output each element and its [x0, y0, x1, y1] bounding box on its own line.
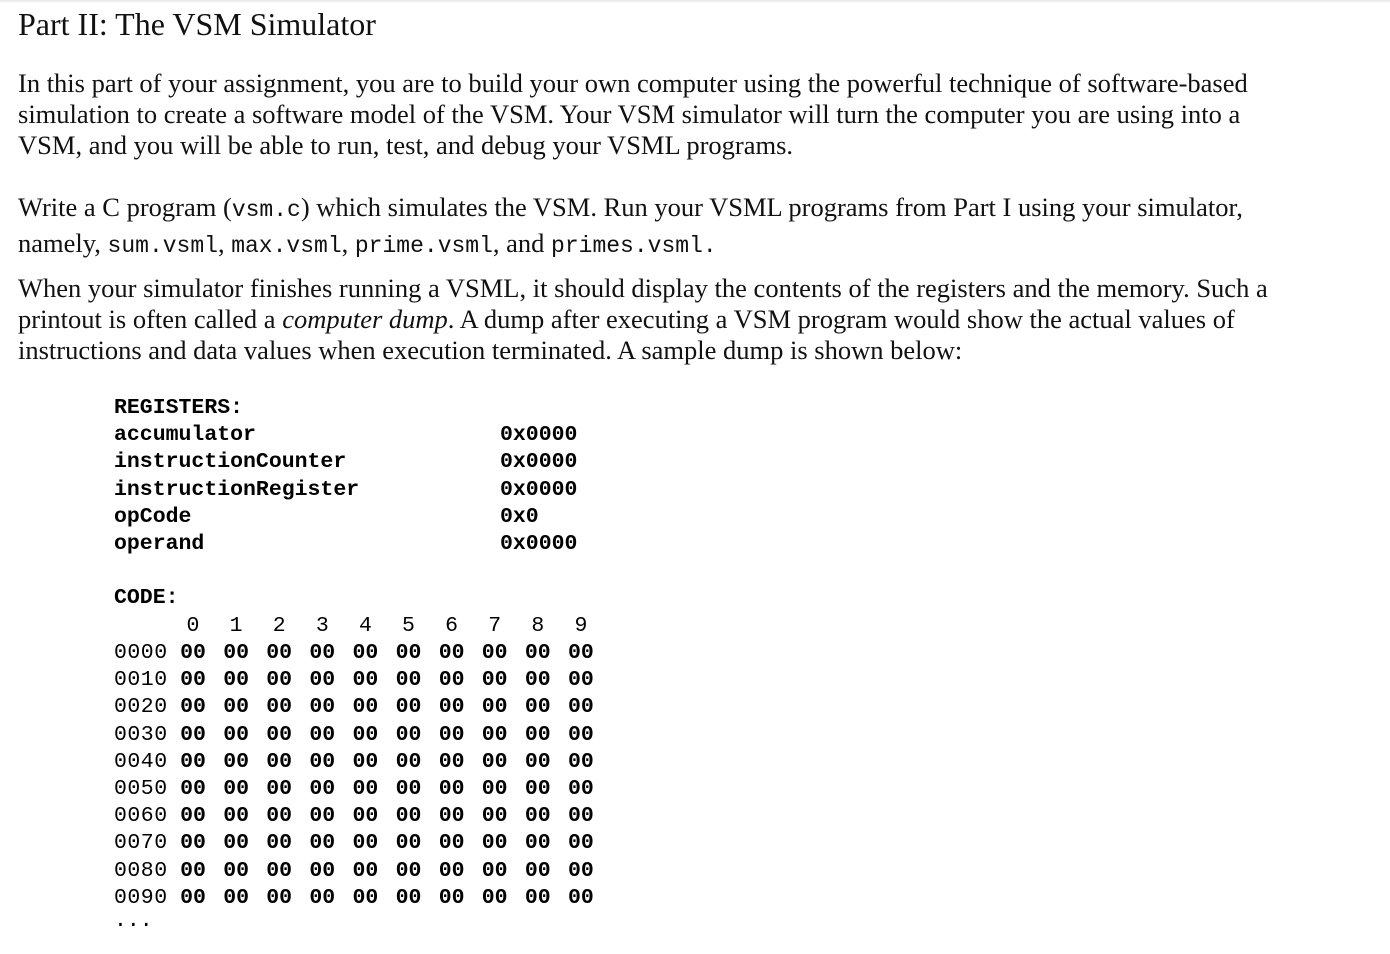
memory-cell: 00 [524, 749, 551, 774]
memory-cell: 00 [567, 858, 594, 883]
memory-cell: 00 [180, 695, 206, 720]
memory-cell: 00 [567, 641, 594, 665]
memory-cell: 00 [481, 804, 508, 829]
memory-cell: 00 [481, 777, 508, 801]
memory-cell: 00 [395, 641, 422, 665]
memory-cell: 00 [266, 749, 293, 774]
column-index: 9 [574, 614, 588, 638]
memory-cell: 00 [395, 668, 422, 693]
register-value: 0x0000 [500, 532, 578, 557]
memory-cell: 00 [481, 641, 508, 665]
program-file-primes: primes.vsml [551, 233, 703, 259]
memory-address: 0040 [114, 749, 168, 774]
memory-address: 0080 [114, 858, 168, 883]
memory-cell: 00 [567, 777, 594, 801]
column-index: 8 [531, 614, 545, 638]
sentence-end: . [702, 233, 717, 259]
memory-row [114, 885, 634, 912]
register-value: 0x0 [500, 504, 539, 529]
memory-cell: 00 [223, 668, 249, 693]
dump-text: . A dump after executing a VSM program would show the actual values of [447, 304, 1235, 334]
memory-cell: 00 [438, 695, 465, 720]
column-index: 6 [445, 614, 459, 638]
memory-cell: 00 [180, 749, 206, 774]
memory-cell: 00 [309, 777, 336, 801]
column-index: 2 [272, 614, 286, 638]
memory-cell: 00 [266, 858, 293, 883]
column-index: 3 [315, 614, 329, 638]
memory-cell: 00 [309, 722, 336, 747]
memory-address: 0050 [114, 777, 168, 801]
memory-cell: 00 [352, 695, 379, 720]
memory-cell: 00 [438, 722, 465, 747]
memory-cell: 00 [223, 804, 249, 829]
memory-cell: 00 [524, 858, 551, 883]
memory-cell: 00 [266, 885, 293, 910]
task-text: ) which simulates the VSM. Run your VSML programs from Part I using your simulator, [300, 192, 1243, 222]
code-label: CODE: [114, 586, 179, 610]
memory-address: 0070 [114, 831, 168, 856]
memory-cell: 00 [180, 885, 206, 910]
register-row [114, 531, 634, 558]
dump-line-3: instructions and data values when execution terminated. A sample dump is shown below: [18, 335, 963, 365]
memory-cell: 00 [524, 885, 551, 910]
memory-cell: 00 [481, 831, 508, 856]
memory-cell: 00 [438, 804, 465, 829]
memory-cell: 00 [395, 831, 422, 856]
memory-cell: 00 [395, 885, 422, 910]
registers-label: REGISTERS: [114, 396, 244, 420]
column-index: 1 [229, 614, 243, 638]
memory-cell: 00 [481, 749, 508, 774]
register-name: instructionCounter [114, 450, 347, 475]
memory-cell: 00 [524, 777, 551, 801]
memory-row [114, 776, 634, 803]
memory-cell: 00 [524, 695, 551, 720]
memory-cell: 00 [395, 858, 422, 883]
intro-line: VSM, and you will be able to run, test, and debug your VSML programs. [18, 130, 794, 160]
register-name: instructionRegister [114, 477, 360, 502]
register-row [114, 504, 634, 531]
dump-line-2 [18, 304, 1378, 335]
memory-cell: 00 [266, 668, 293, 693]
task-line-2 [18, 228, 1378, 262]
memory-row [114, 640, 634, 667]
memory-cell: 00 [352, 885, 379, 910]
memory-cell: 00 [180, 858, 206, 883]
memory-cell: 00 [481, 668, 508, 693]
memory-cell: 00 [309, 858, 336, 883]
memory-cell: 00 [481, 695, 508, 720]
task-text: Write a C program ( [18, 192, 232, 222]
separator: , [341, 228, 355, 258]
memory-cell: 00 [352, 722, 379, 747]
program-file-prime: prime.vsml [354, 233, 493, 259]
memory-cell: 00 [395, 695, 422, 720]
memory-cell: 00 [223, 885, 249, 910]
memory-cell: 00 [395, 804, 422, 829]
memory-cell: 00 [266, 804, 293, 829]
memory-address: 0030 [114, 722, 168, 747]
memory-cell: 00 [395, 749, 422, 774]
memory-cell: 00 [524, 722, 551, 747]
memory-cell: 00 [223, 641, 249, 665]
memory-cell: 00 [180, 804, 206, 829]
memory-cell: 00 [567, 885, 594, 910]
memory-cell: 00 [352, 641, 379, 665]
register-name: operand [114, 532, 205, 557]
program-file-sum: sum.vsml [107, 233, 218, 259]
computer-dump-term: computer dump [282, 304, 448, 334]
intro-line: In this part of your assignment, you are to build your own computer using the powerful technique of software-based [18, 68, 1248, 98]
memory-cell: 00 [395, 722, 422, 747]
dump-line-1: When your simulator finishes running a VSML, it should display the contents of the registers and the memory. Such a [18, 273, 1268, 303]
memory-cell: 00 [223, 749, 249, 774]
memory-address: 0000 [114, 641, 168, 665]
memory-cell: 00 [223, 695, 249, 720]
memory-row [114, 667, 634, 694]
dump-text: printout is often called a [18, 304, 283, 334]
memory-cell: 00 [438, 777, 465, 801]
memory-cell: 00 [524, 831, 551, 856]
register-row [114, 422, 634, 449]
memory-cell: 00 [438, 641, 465, 665]
memory-cell: 00 [352, 831, 379, 856]
column-index: 5 [402, 614, 415, 638]
memory-cell: 00 [352, 858, 379, 883]
memory-cell: 00 [567, 695, 594, 720]
memory-cell: 00 [567, 749, 594, 774]
memory-cell: 00 [180, 777, 206, 801]
memory-row [114, 858, 634, 885]
memory-cell: 00 [352, 777, 379, 801]
register-value: 0x0000 [500, 450, 578, 475]
memory-cell: 00 [524, 668, 551, 693]
task-text: namely, [18, 228, 108, 258]
memory-cell: 00 [524, 641, 551, 665]
column-index: 7 [488, 614, 502, 638]
task-paragraph [18, 192, 1378, 262]
memory-cell: 00 [223, 722, 249, 747]
memory-cell: 00 [180, 831, 206, 856]
register-row [114, 477, 634, 504]
register-row [114, 449, 634, 476]
memory-row [114, 830, 634, 857]
memory-cell: 00 [309, 804, 336, 829]
memory-cell: 00 [567, 804, 594, 829]
memory-cell: 00 [309, 668, 336, 693]
memory-cell: 00 [180, 668, 206, 693]
memory-cell: 00 [309, 749, 336, 774]
memory-cell: 00 [481, 722, 508, 747]
memory-cell: 00 [266, 641, 293, 665]
memory-cell: 00 [223, 858, 249, 883]
memory-cell: 00 [352, 804, 379, 829]
section-heading: Part II: The VSM Simulator [18, 6, 376, 42]
memory-row [114, 803, 634, 830]
memory-cell: 00 [438, 749, 465, 774]
memory-cell: 00 [266, 695, 293, 720]
memory-address: 0010 [114, 668, 168, 693]
register-name: opCode [114, 504, 192, 529]
dump-paragraph [18, 273, 1378, 366]
memory-row [114, 694, 634, 721]
memory-cell: 00 [567, 668, 594, 693]
memory-row [114, 722, 634, 749]
sample-dump [114, 395, 634, 945]
memory-cell: 00 [481, 858, 508, 883]
memory-cell: 00 [438, 831, 465, 856]
memory-cell: 00 [309, 885, 336, 910]
memory-cell: 00 [524, 804, 551, 829]
memory-cell: 00 [266, 722, 293, 747]
memory-cell: 00 [180, 641, 206, 665]
memory-address: 0060 [114, 804, 168, 829]
column-index: 4 [358, 614, 372, 638]
memory-cell: 00 [438, 668, 465, 693]
separator: , and [492, 228, 552, 258]
register-value: 0x0000 [500, 477, 578, 502]
memory-cell: 00 [481, 885, 508, 910]
memory-address: 0090 [114, 885, 168, 910]
top-divider [0, 0, 1390, 3]
memory-row [114, 749, 634, 776]
intro-paragraph [18, 68, 1378, 161]
source-file-name: vsm.c [231, 197, 301, 223]
memory-cell: 00 [180, 722, 206, 747]
memory-cell: 00 [352, 749, 379, 774]
more-rows-ellipsis: ... [114, 909, 153, 933]
memory-cell: 00 [266, 777, 293, 801]
memory-cell: 00 [309, 695, 336, 720]
memory-cell: 00 [395, 777, 422, 801]
program-file-max: max.vsml [231, 233, 342, 259]
memory-cell: 00 [309, 641, 336, 665]
memory-cell: 00 [567, 722, 594, 747]
memory-cell: 00 [309, 831, 336, 856]
column-header-row [114, 613, 634, 640]
memory-cell: 00 [352, 668, 379, 693]
memory-cell: 00 [438, 885, 465, 910]
memory-cell: 00 [567, 831, 594, 856]
separator: , [217, 228, 232, 258]
memory-cell: 00 [266, 831, 293, 856]
task-line-1 [18, 192, 1378, 226]
register-value: 0x0000 [500, 423, 578, 447]
memory-cell: 00 [223, 777, 249, 801]
register-name: accumulator [114, 423, 256, 447]
intro-line: simulation to create a software model of the VSM. Your VSM simulator will turn the computer you are using into a [18, 99, 1241, 129]
memory-cell: 00 [223, 831, 249, 856]
column-index: 0 [186, 614, 200, 638]
memory-address: 0020 [114, 695, 168, 720]
memory-cell: 00 [438, 858, 465, 883]
